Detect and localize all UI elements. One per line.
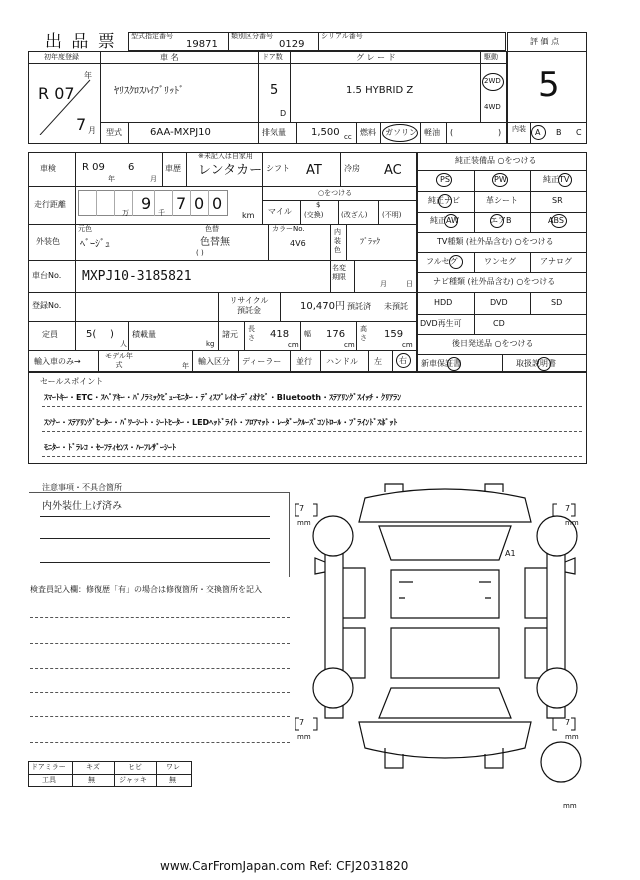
tv-title: TV種類 (社外品含む) ○をつける xyxy=(437,237,554,246)
equip-pw: PW xyxy=(494,175,507,184)
later-manual-circle xyxy=(537,357,551,371)
ruibetsu-value: 0129 xyxy=(279,39,305,50)
color-change: 色替無 xyxy=(200,237,230,248)
interior-label: 内装 xyxy=(512,125,526,133)
sales-line-1: ｽﾏｰﾄｷｰ・ETC・ｽﾍﾟｱｷｰ・ﾊﾟﾉﾗﾐｯｸﾋﾞｭｰﾓﾆﾀｰ・ﾃﾞｨｽﾌﾟﾚｲｵｰﾃﾞｨｵﾅﾋﾞ・Bluetooth・ｽﾃｱﾘﾝｸﾞｽｲｯﾁ・ｸﾘｱﾗﾝ xyxy=(44,393,402,402)
parts-jack-value: 無 xyxy=(169,776,176,784)
width-value: 176 xyxy=(326,329,346,340)
equip-tv-circle xyxy=(558,173,572,187)
navi-dvd-play: DVD再生可 xyxy=(420,319,462,328)
orig-color: ﾍﾞｰｼﾞｭ xyxy=(80,239,110,250)
mileage-exchange: (交換) xyxy=(304,211,324,219)
interior-b: B xyxy=(556,128,562,137)
equip-ps: PS xyxy=(440,175,450,184)
form-title: 出 品 票 xyxy=(45,32,117,52)
equip-sr: SR xyxy=(552,196,563,205)
tv-fullseg: フルセグ xyxy=(426,257,458,266)
displacement-value: 1,500 xyxy=(311,127,340,138)
equip-aw-circle xyxy=(444,214,458,228)
fuel-light-oil: 軽油 xyxy=(424,128,440,137)
equip-aw: 純正AW xyxy=(430,216,459,225)
length-cm: cm xyxy=(288,341,299,349)
recycle-label: リサイクル預託金 xyxy=(229,296,269,315)
first-reg-month: 7 xyxy=(76,115,87,134)
mileage-tamper: (改ざん) xyxy=(341,211,368,219)
capacity-label: 定員 xyxy=(42,330,58,339)
width-label: 幅 xyxy=(304,330,311,338)
mileage-digit-3: 0 xyxy=(194,194,205,213)
dims-label: 諸元 xyxy=(222,330,238,339)
chassis-number: MXPJ10-3185821 xyxy=(82,269,192,284)
handle-right: 右 xyxy=(399,356,407,365)
length-label: 長さ xyxy=(248,325,255,342)
import-div-label: 輸入区分 xyxy=(198,357,230,366)
registration-label: 登録No. xyxy=(32,301,62,310)
model-value: 6AA-MXPJ10 xyxy=(150,127,211,138)
usage-note: ※未記入は自家用 xyxy=(198,152,253,160)
first-reg-label: 初年度登録 xyxy=(44,53,79,61)
katashiki-value: 19871 xyxy=(186,39,218,50)
height-cm: cm xyxy=(402,341,413,349)
equipment-title: 純正装備品 ○をつける xyxy=(455,156,537,165)
tv-oneseg: ワンセグ xyxy=(484,257,516,266)
equip-navi-circle xyxy=(438,194,452,208)
score-label: 評 価 点 xyxy=(530,37,560,46)
footer-watermark: www.CarFromJapan.com Ref: CFJ2031820 xyxy=(160,859,409,873)
equip-ps-circle xyxy=(436,173,452,187)
handle-left: 左 xyxy=(374,357,382,366)
tv-fullseg-circle xyxy=(449,255,463,269)
displacement-label: 排気量 xyxy=(262,128,286,137)
navi-cd: CD xyxy=(493,319,505,328)
navi-hdd: HDD xyxy=(434,298,453,307)
recycle-deposited: 預託済 xyxy=(347,302,371,311)
fuel-paren-open: ( xyxy=(450,128,454,137)
exterior-color-label: 外装色 xyxy=(36,237,60,246)
navi-dvd: DVD xyxy=(490,298,508,307)
cooler-value: AC xyxy=(384,163,402,178)
tread-fr: 7 xyxy=(565,504,571,513)
capacity-value: 5( xyxy=(86,329,97,340)
tread-rr: 7 xyxy=(565,718,571,727)
equip-airbag: エアB xyxy=(490,216,512,225)
shaken-nen: 年 xyxy=(108,175,115,183)
damage-mark-a1: A1 xyxy=(505,549,516,558)
tread-rr-mm: mm xyxy=(565,733,579,741)
tread-fr-mm: mm xyxy=(565,519,579,527)
mileage-circle-note: ○をつける xyxy=(318,189,353,197)
parts-jack-label: ジャッキ xyxy=(119,776,147,784)
car-name-label: 車 名 xyxy=(160,53,179,62)
later-warranty: 新車保証書 xyxy=(421,359,461,368)
tv-analog: アナログ xyxy=(540,257,572,266)
import-parallel: 並行 xyxy=(296,357,312,366)
mileage-dollar: $ xyxy=(316,201,321,209)
mileage-digit-4: 0 xyxy=(212,194,223,213)
inspector-label: 検査員記入欄：修復歴「有」の場合は修復箇所・交換箇所を記入 xyxy=(30,585,262,594)
capacity-paren-close: ) xyxy=(110,329,114,340)
mileage-digit-1: 9 xyxy=(141,194,152,213)
equip-tv: 純正TV xyxy=(543,175,570,184)
fuel-paren-close: ) xyxy=(498,128,502,137)
mileage-unknown: (不明) xyxy=(382,211,402,219)
height-value: 159 xyxy=(384,329,404,340)
import-dealer: ディーラー xyxy=(242,357,282,366)
mileage-digit-2: 7 xyxy=(176,194,187,213)
height-label: 高さ xyxy=(360,325,367,342)
shaken-month: 6 xyxy=(128,162,135,173)
recycle-not-deposited: 未預託 xyxy=(384,302,408,311)
equip-airbag-circle xyxy=(490,214,504,228)
shaken-label: 車検 xyxy=(40,164,56,173)
notes-text: 内外装仕上げ済み xyxy=(42,501,122,512)
color-change-paren: ( ) xyxy=(196,249,204,257)
shaken-tsuki: 月 xyxy=(150,175,157,183)
model-year-label: モデル年式 xyxy=(105,352,133,369)
usage-label: 車歴 xyxy=(165,164,181,173)
parts-tool-value: 無 xyxy=(88,776,95,784)
ruibetsu-label: 類別区分番号 xyxy=(231,32,273,40)
width-cm: cm xyxy=(344,341,355,349)
equip-abs: ABS xyxy=(548,216,564,225)
score-value: 5 xyxy=(538,65,560,105)
mileage-label: 走行距離 xyxy=(34,200,66,209)
navi-title: ナビ種類 (社外品含む) ○をつける xyxy=(433,277,556,286)
load-kg: kg xyxy=(206,340,215,348)
chassis-label: 車台No. xyxy=(32,271,62,280)
tread-fl-mm: mm xyxy=(297,519,311,527)
recycle-amount: 10,470円 xyxy=(300,301,345,312)
door-label: ドア数 xyxy=(262,53,283,61)
tread-fl: 7 xyxy=(299,504,305,513)
equip-navi: 純正ナビ xyxy=(428,196,460,205)
navi-sd: SD xyxy=(551,298,563,307)
katashiki-label: 型式指定番号 xyxy=(131,32,173,40)
mileage-km: km xyxy=(242,211,255,220)
import-label: 輸入車のみ→ xyxy=(34,357,81,366)
id-number-row xyxy=(128,32,506,51)
mileage-digits-box xyxy=(78,190,228,216)
drive-label: 駆動 xyxy=(484,53,498,61)
year-mark: 年 xyxy=(84,71,92,80)
handle-label: ハンドル xyxy=(326,357,358,366)
car-name: ﾔﾘｽｸﾛｽﾊｲﾌﾞﾘｯﾄﾞ xyxy=(114,86,184,97)
car-diagram xyxy=(295,478,595,818)
door-count: 5 xyxy=(270,83,279,98)
model-year-nen: 年 xyxy=(182,362,189,370)
color-change-label: 色替 xyxy=(205,225,219,233)
interior-c: C xyxy=(576,128,582,137)
model-label: 型式 xyxy=(106,128,122,137)
parts-header-mirror: ドアミラー xyxy=(31,763,66,771)
capacity-persons: 人 xyxy=(120,340,127,348)
tread-rl: 7 xyxy=(299,718,305,727)
name-change-day: 日 xyxy=(406,280,413,288)
fuel-gasoline: ガソリン xyxy=(385,128,417,137)
notes-label: 注意事項・不具合箇所 xyxy=(42,483,122,492)
drive-4wd: 4WD xyxy=(484,103,501,111)
parts-header-crack: ヒビ xyxy=(128,763,142,771)
shaken-year: R 09 xyxy=(82,162,105,173)
later-title: 後日発送品 ○をつける xyxy=(452,339,534,348)
color-no-label: カラーNo. xyxy=(272,225,305,233)
parts-header-break: ワレ xyxy=(166,763,180,771)
tread-rl-mm: mm xyxy=(297,733,311,741)
load-label: 積載量 xyxy=(132,330,156,339)
color-no: 4V6 xyxy=(290,239,306,248)
name-change-month: 月 xyxy=(380,280,387,288)
grade-value: 1.5 HYBRID Z xyxy=(346,85,414,96)
grade-label: グ レ ー ド xyxy=(356,53,396,62)
parts-tool-label: 工具 xyxy=(42,776,56,784)
interior-a: A xyxy=(535,128,541,137)
cooler-label: 冷房 xyxy=(344,164,360,173)
orig-color-label: 元色 xyxy=(78,225,92,233)
door-suffix: D xyxy=(280,109,287,118)
usage-value: レンタカー xyxy=(198,163,263,178)
cc-unit: cc xyxy=(344,133,352,141)
name-change-label: 名変期限 xyxy=(332,264,346,281)
fuel-label: 燃料 xyxy=(360,128,376,137)
equip-pw-circle xyxy=(492,173,508,187)
mileage-sen: 千 xyxy=(158,209,165,217)
parts-header-scratch: キズ xyxy=(86,763,100,771)
sales-line-2: ｽｿﾅｰ・ｽﾃｱﾘﾝｸﾞﾋｰﾀｰ・ﾊﾟﾜｰｼｰﾄ・ｼｰﾄﾋｰﾀｰ・LEDﾍｯﾄﾞﾗｲﾄ・ﾌﾛｱﾏｯﾄ・ﾚｰﾀﾞｰｸﾙｰｽﾞｺﾝﾄﾛｰﾙ・ﾌﾞﾗｲﾝﾄﾞｽﾎﾟｯﾄ xyxy=(44,418,398,427)
mileage-mile: マイル xyxy=(268,207,292,216)
spare-mm: mm xyxy=(563,802,577,810)
drive-2wd: 2WD xyxy=(484,77,501,85)
first-reg-year: R 07 xyxy=(38,84,75,103)
interior-color: ﾌﾞﾗｯｸ xyxy=(360,237,380,246)
later-manual: 取扱説明書 xyxy=(516,359,556,368)
length-value: 418 xyxy=(270,329,290,340)
sales-line-3: ﾓﾆﾀｰ・ﾄﾞﾗﾚｺ・ｾｰﾌﾃｨｾﾝｽ・ﾊｰﾌﾚｻﾞｰｼｰﾄ xyxy=(44,443,176,452)
sales-label: セールスポイント xyxy=(40,377,104,386)
month-mark: 月 xyxy=(88,126,96,135)
equip-leather: 革シート xyxy=(486,196,518,205)
interior-color-label: 内装色 xyxy=(334,228,341,254)
equip-abs-circle xyxy=(551,214,567,228)
shift-label: シフト xyxy=(266,164,290,173)
later-warranty-circle xyxy=(447,357,461,371)
mileage-man: 万 xyxy=(122,209,129,217)
serial-label: シリアル番号 xyxy=(321,32,363,40)
shift-value: AT xyxy=(306,163,322,178)
